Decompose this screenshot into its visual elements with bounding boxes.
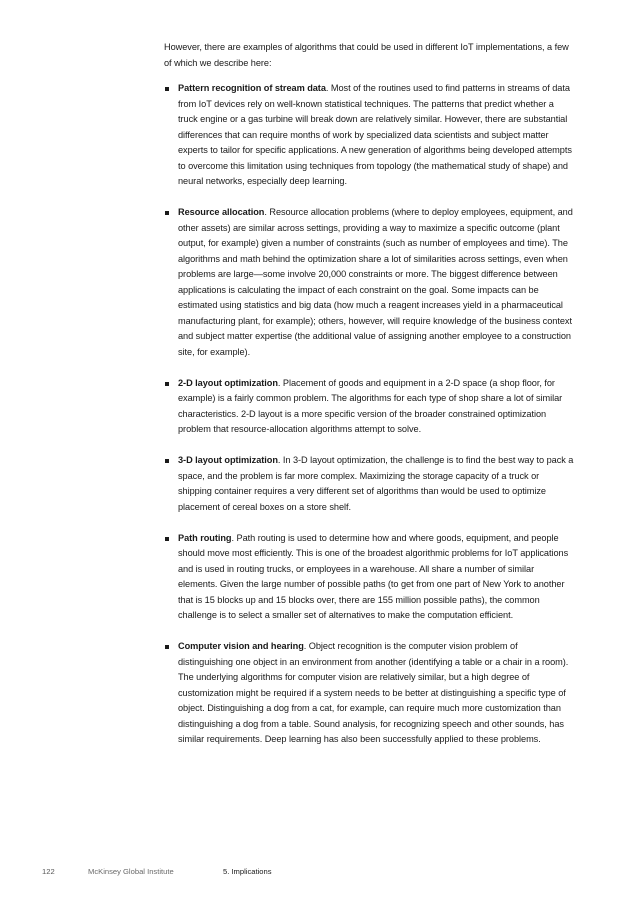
item-text: . Object recognition is the computer vision problem of distinguishing one object in an environment from another (identifying a table or a chair in a room). The underlying algorithms for computer vision are relatively similar, but a high degree of customization might be required if a system needs to be better at distinguishing a specific type of object. Distinguishing a dog from a cat, for example, can require much more customization than distinguishing a dog from a table. Sound analysis, for recognizing speech and other sounds, has similar requirements. Deep learning has also been successfully applied to these problems.: [178, 641, 569, 744]
list-item-resource-allocation: [164, 205, 574, 360]
list-item-pattern-recognition: [164, 81, 574, 190]
item-title: 3-D layout optimization: [178, 455, 278, 465]
page-number: 122: [42, 867, 55, 876]
item-title: Computer vision and hearing: [178, 641, 304, 651]
algorithm-list: [164, 81, 574, 748]
square-bullet-icon: [165, 537, 169, 541]
list-item-2d-layout: [164, 376, 574, 438]
item-title: 2-D layout optimization: [178, 377, 278, 388]
publisher-name: McKinsey Global Institute: [88, 867, 174, 876]
square-bullet-icon: [165, 382, 169, 386]
list-item-computer-vision: [164, 639, 574, 748]
item-text: . In 3-D layout optimization, the challenge is to find the best way to pack a space, and the problem is far more complex. Maximizing the storage capacity of a truck or shipping container requires a very different set of algorithms than would be used to optimize placement of cereal boxes on a store shelf.: [178, 455, 574, 512]
list-item-path-routing: [164, 531, 574, 624]
square-bullet-icon: [165, 645, 169, 649]
item-title: Pattern recognition of stream data: [178, 83, 326, 93]
list-item-3d-layout: [164, 453, 574, 515]
square-bullet-icon: [165, 459, 169, 463]
item-text: . Placement of goods and equipment in a 2-D space (a shop floor, for example) is a fairly common problem. The algorithms for each type of shop share a lot of similar characteristics. 2-D layout is a more specific version of the broader constrained optimization problem that resource-allocation algorithms attempt to solve.: [178, 377, 563, 434]
item-text: . Resource allocation problems (where to deploy employees, equipment, and other assets) are similar across settings, providing a way to maximize a specific outcome (plant output, for example) given a number of constraints (such as number of employees and time). The algorithms and math behind the optimization share a lot of similarities across settings, even when problems are large—some involve 20,000 constraints or more. The biggest difference between applications is calculating the impact of each constraint on the goal. Some impacts can be estimated using statistics and big data (how much a reagent increases yield in a pharmaceutical manufacturing plant, for example); others, however, will require knowledge of the business context and subject matter expertise (the additional value of assigning another employee to a construction site, for example).: [178, 207, 573, 357]
item-title: Path routing: [178, 532, 232, 543]
item-text: . Path routing is used to determine how and where goods, equipment, and people should move most efficiently. This is one of the broadest algorithmic problems for IoT applications and is used in routing trucks, or employees in a warehouse. All share a number of similar elements. Given the large number of possible paths (to get from one part of New York to another that is 15 blocks up and 15 blocks over, there are 155 million possible paths), the common challenge is to select a smaller set of alternatives to make the computation efficient.: [178, 532, 569, 620]
item-text: . Most of the routines used to find patterns in streams of data from IoT devices rely on well-known statistical techniques. The patterns that predict whether a truck engine or a gas turbine will break down are relatively similar. However, there are substantial differences that can require months of work by specialized data scientists and subject matter experts to tailor for specific applications. A new generation of algorithms being developed attempts to overcome this limitation using techniques from topology (the mathematical study of shape) and neural networks, especially deep learning.: [178, 83, 572, 186]
square-bullet-icon: [165, 211, 169, 215]
section-name: 5. Implications: [223, 867, 272, 876]
item-title: Resource allocation: [178, 207, 265, 217]
square-bullet-icon: [165, 87, 169, 91]
intro-paragraph: However, there are examples of algorithms that could be used in different IoT implementations, a few of which we describe here:: [164, 42, 569, 68]
page-body: [164, 40, 574, 763]
